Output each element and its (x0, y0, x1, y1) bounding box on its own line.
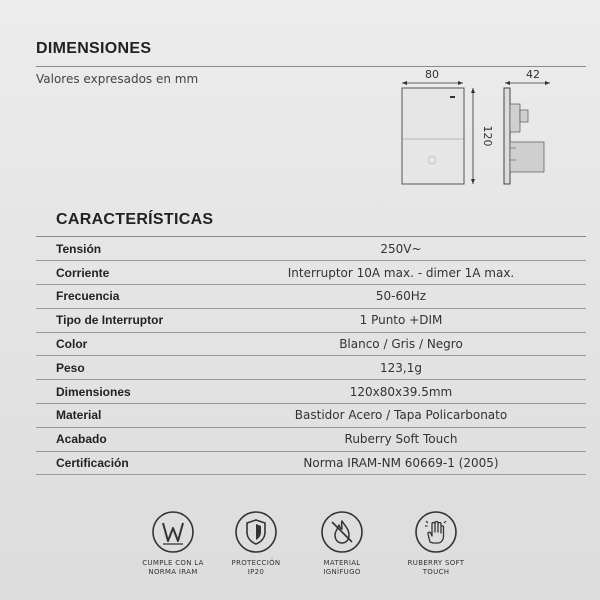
badge-iram (128, 510, 218, 577)
badge-line2: IP20 (247, 568, 265, 576)
table-row (36, 308, 586, 332)
spec-value: 50-60Hz (226, 285, 586, 309)
spec-key: Dimensiones (36, 380, 226, 404)
switch-side-view (504, 88, 544, 184)
spec-key: Acabado (36, 427, 226, 451)
badge-line2: NORMA IRAM (148, 568, 198, 576)
spec-key: Frecuencia (36, 285, 226, 309)
table-row (36, 427, 586, 451)
badge-line1: CUMPLE CON LA (142, 559, 204, 567)
characteristics-title: CARACTERÍSTICAS (56, 211, 214, 228)
spec-value: Blanco / Gris / Negro (226, 332, 586, 356)
fire-icon (320, 510, 364, 554)
spec-value: 123,1g (226, 356, 586, 380)
spec-key: Tensión (36, 237, 226, 261)
hand-touch-icon (414, 510, 458, 554)
badge-line1: RUBERRY SOFT (407, 559, 465, 567)
feature-badges (0, 510, 600, 590)
dimensions-title: DIMENSIONES (36, 40, 152, 57)
spec-value: Ruberry Soft Touch (226, 427, 586, 451)
badge-ignifugo (297, 510, 387, 577)
spec-key: Material (36, 404, 226, 428)
table-row (36, 332, 586, 356)
height-dimension-label: 120 (481, 125, 494, 147)
spec-value: 120x80x39.5mm (226, 380, 586, 404)
badge-line2: IGNÍFUGO (323, 568, 361, 576)
badge-soft-touch (391, 510, 481, 577)
iram-w-icon (151, 510, 195, 554)
spec-value: Interruptor 10A max. - dimer 1A max. (226, 261, 586, 285)
spec-key: Color (36, 332, 226, 356)
table-row (36, 356, 586, 380)
spec-value: 1 Punto +DIM (226, 308, 586, 332)
specs-table (36, 237, 586, 475)
table-row (36, 404, 586, 428)
table-row (36, 285, 586, 309)
table-row (36, 237, 586, 261)
dimension-drawing (380, 64, 590, 194)
spec-value: Bastidor Acero / Tapa Policarbonato (226, 404, 586, 428)
table-row (36, 451, 586, 475)
badge-line1: MATERIAL (323, 559, 361, 567)
dimensions-subtitle: Valores expresados en mm (36, 72, 199, 86)
spec-value: Norma IRAM-NM 60669-1 (2005) (226, 451, 586, 475)
spec-key: Corriente (36, 261, 226, 285)
table-row (36, 261, 586, 285)
badge-line2: TOUCH (422, 568, 450, 576)
spec-key: Tipo de Interruptor (36, 308, 226, 332)
spec-key: Peso (36, 356, 226, 380)
depth-dimension-label: 42 (526, 68, 540, 81)
switch-front-view (402, 88, 464, 184)
width-dimension-label: 80 (425, 68, 439, 81)
spec-value: 250V~ (226, 237, 586, 261)
spec-key: Certificación (36, 451, 226, 475)
shield-icon (234, 510, 278, 554)
table-row (36, 380, 586, 404)
badge-ip20 (211, 510, 301, 577)
badge-line1: PROTECCIÓN (231, 559, 281, 567)
